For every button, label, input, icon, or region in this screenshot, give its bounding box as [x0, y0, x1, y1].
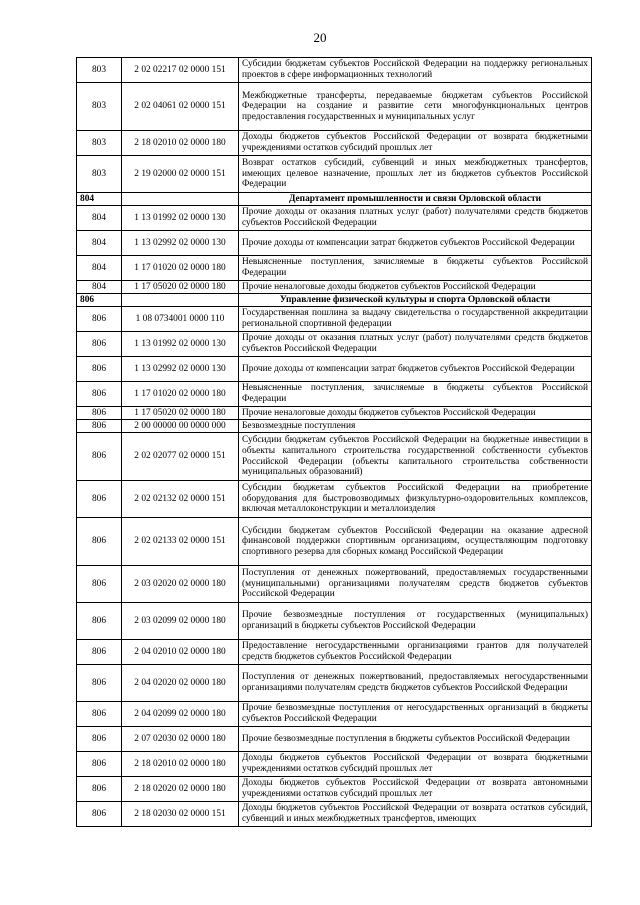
budget-code-cell: 1 08 0734001 0000 110 — [122, 307, 239, 332]
revenue-name-cell: Субсидии бюджетам субъектов Российской Федерации на приобретение оборудования для быстровозводимых физкультурно-оздоровительных комплексов, включая металлоконструкции и металлоизделия — [239, 481, 592, 518]
budget-code-cell: 1 13 02992 02 0000 130 — [122, 357, 239, 382]
admin-code-cell: 804 — [77, 231, 122, 256]
table-header-row — [77, 294, 592, 307]
table-row — [77, 206, 592, 231]
admin-code-cell: 806 — [77, 802, 122, 827]
revenue-name-cell: Межбюджетные трансферты, передаваемые бюджетам субъектов Российской Федерации на создание и развитие сети многофункциональных центров предоставления государственных и муниципальных услуг — [239, 83, 592, 131]
budget-code-cell: 1 17 05020 02 0000 180 — [122, 407, 239, 420]
budget-code-cell: 2 02 02077 02 0000 151 — [122, 433, 239, 481]
budget-code-cell: 2 04 02010 02 0000 180 — [122, 640, 239, 665]
budget-classification-table — [76, 57, 592, 827]
admin-code-cell: 806 — [77, 665, 122, 702]
revenue-name-cell: Безвозмездные поступления — [239, 420, 592, 433]
admin-code-cell: 806 — [77, 727, 122, 752]
revenue-name-cell: Прочие доходы от компенсации затрат бюджетов субъектов Российской Федерации — [239, 231, 592, 256]
admin-code-cell: 806 — [77, 407, 122, 420]
budget-code-cell: 1 13 02992 02 0000 130 — [122, 231, 239, 256]
revenue-name-cell: Предоставление негосударственными организациями грантов для получателей средств бюджетов субъектов Российской Федерации — [239, 640, 592, 665]
budget-code-cell: 2 02 02217 02 0000 151 — [122, 58, 239, 83]
admin-code-cell: 806 — [77, 777, 122, 802]
admin-code-cell: 806 — [77, 357, 122, 382]
table-row — [77, 83, 592, 131]
table-row — [77, 407, 592, 420]
budget-code-cell: 2 03 02020 02 0000 180 — [122, 566, 239, 603]
table-body — [77, 58, 592, 827]
table-row — [77, 802, 592, 827]
revenue-name-cell: Доходы бюджетов субъектов Российской Федерации от возврата автономными учреждениями остатков субсидий прошлых лет — [239, 777, 592, 802]
revenue-name-cell: Невыясненные поступления, зачисляемые в бюджеты субъектов Российской Федерации — [239, 382, 592, 407]
budget-code-cell: 2 18 02010 02 0000 180 — [122, 752, 239, 777]
budget-code-cell: 2 04 02099 02 0000 180 — [122, 702, 239, 727]
admin-code-cell: 803 — [77, 131, 122, 156]
admin-code-cell: 806 — [77, 382, 122, 407]
table-row — [77, 518, 592, 566]
budget-code-cell: 2 02 02132 02 0000 151 — [122, 481, 239, 518]
revenue-name-cell: Доходы бюджетов субъектов Российской Федерации от возврата бюджетными учреждениями остатков субсидий прошлых лет — [239, 131, 592, 156]
table-row — [77, 131, 592, 156]
admin-code-cell: 806 — [77, 752, 122, 777]
revenue-name-cell: Субсидии бюджетам субъектов Российской Федерации на поддержку региональных проектов в сфере информационных технологий — [239, 58, 592, 83]
revenue-name-cell: Прочие неналоговые доходы бюджетов субъектов Российской Федерации — [239, 407, 592, 420]
revenue-name-cell: Прочие безвозмездные поступления от государственных (муниципальных) организаций в бюджеты субъектов Российской Федерации — [239, 603, 592, 640]
budget-code-cell — [122, 193, 239, 206]
table-row — [77, 702, 592, 727]
revenue-name-cell: Поступления от денежных пожертвований, предоставляемых негосударственными организациями получателям средств бюджетов субъектов Российской Федерации — [239, 665, 592, 702]
admin-code-cell: 806 — [77, 307, 122, 332]
admin-code-cell: 806 — [77, 433, 122, 481]
admin-code-cell: 806 — [77, 603, 122, 640]
admin-code-cell: 803 — [77, 83, 122, 131]
budget-code-cell — [122, 294, 239, 307]
admin-code-cell: 804 — [77, 256, 122, 281]
revenue-name-cell: Прочие безвозмездные поступления от негосударственных организаций в бюджеты субъектов Российской Федерации — [239, 702, 592, 727]
revenue-name-cell: Прочие безвозмездные поступления в бюджеты субъектов Российской Федерации — [239, 727, 592, 752]
revenue-name-cell: Возврат остатков субсидий, субвенций и иных межбюджетных трансфертов, имеющих целевое назначение, прошлых лет из бюджетов субъектов Российской Федерации — [239, 156, 592, 193]
admin-code-cell: 804 — [77, 206, 122, 231]
budget-code-cell: 1 17 01020 02 0000 180 — [122, 256, 239, 281]
table-row — [77, 281, 592, 294]
table-row — [77, 58, 592, 83]
admin-code-cell: 804 — [77, 281, 122, 294]
admin-code-cell: 804 — [77, 193, 122, 206]
revenue-name-cell: Доходы бюджетов субъектов Российской Федерации от возврата остатков субсидий, субвенций и иных межбюджетных трансфертов, имеющих — [239, 802, 592, 827]
budget-code-cell: 2 00 00000 00 0000 000 — [122, 420, 239, 433]
page-number: 20 — [313, 30, 327, 45]
admin-code-cell: 806 — [77, 294, 122, 307]
revenue-name-cell: Прочие доходы от компенсации затрат бюджетов субъектов Российской Федерации — [239, 357, 592, 382]
budget-code-cell: 1 17 05020 02 0000 180 — [122, 281, 239, 294]
budget-code-cell: 2 18 02030 02 0000 151 — [122, 802, 239, 827]
admin-code-cell: 806 — [77, 481, 122, 518]
table-row — [77, 603, 592, 640]
budget-code-cell: 1 17 01020 02 0000 180 — [122, 382, 239, 407]
table-row — [77, 640, 592, 665]
table-row — [77, 307, 592, 332]
table-row — [77, 256, 592, 281]
table-row — [77, 433, 592, 481]
budget-code-cell: 2 18 02010 02 0000 180 — [122, 131, 239, 156]
budget-code-cell: 1 13 01992 02 0000 130 — [122, 332, 239, 357]
admin-code-cell: 803 — [77, 58, 122, 83]
budget-code-cell: 2 18 02020 02 0000 180 — [122, 777, 239, 802]
admin-code-cell: 806 — [77, 332, 122, 357]
revenue-name-cell: Управление физической культуры и спорта Орловской области — [239, 294, 592, 307]
revenue-name-cell: Прочие доходы от оказания платных услуг (работ) получателями средств бюджетов субъектов Российской Федерации — [239, 332, 592, 357]
table-row — [77, 727, 592, 752]
budget-code-cell: 2 02 02133 02 0000 151 — [122, 518, 239, 566]
admin-code-cell: 806 — [77, 566, 122, 603]
table-row — [77, 332, 592, 357]
revenue-name-cell: Субсидии бюджетам субъектов Российской Федерации на бюджетные инвестиции в объекты капитального строительства государственной собственности субъектов Российской Федерации (объекты капитального строительства собственности муниципальных образований) — [239, 433, 592, 481]
table-row — [77, 777, 592, 802]
budget-code-cell: 2 03 02099 02 0000 180 — [122, 603, 239, 640]
table-row — [77, 566, 592, 603]
revenue-name-cell: Прочие доходы от оказания платных услуг (работ) получателями средств бюджетов субъектов Российской Федерации — [239, 206, 592, 231]
admin-code-cell: 806 — [77, 420, 122, 433]
table-row — [77, 420, 592, 433]
budget-code-cell: 1 13 01992 02 0000 130 — [122, 206, 239, 231]
table-row — [77, 665, 592, 702]
table-row — [77, 357, 592, 382]
admin-code-cell: 803 — [77, 156, 122, 193]
budget-code-cell: 2 19 02000 02 0000 151 — [122, 156, 239, 193]
revenue-name-cell: Невыясненные поступления, зачисляемые в бюджеты субъектов Российской Федерации — [239, 256, 592, 281]
table-header-row — [77, 193, 592, 206]
budget-code-cell: 2 04 02020 02 0000 180 — [122, 665, 239, 702]
admin-code-cell: 806 — [77, 518, 122, 566]
budget-code-cell: 2 02 04061 02 0000 151 — [122, 83, 239, 131]
table-row — [77, 481, 592, 518]
revenue-name-cell: Департамент промышленности и связи Орловской области — [239, 193, 592, 206]
revenue-name-cell: Доходы бюджетов субъектов Российской Федерации от возврата бюджетными учреждениями остатков субсидий прошлых лет — [239, 752, 592, 777]
revenue-name-cell: Государственная пошлина за выдачу свидетельства о государственной аккредитации региональной спортивной федерации — [239, 307, 592, 332]
revenue-name-cell: Поступления от денежных пожертвований, предоставляемых государственными (муниципальными) организациями получателям средств бюджетов субъектов Российской Федерации — [239, 566, 592, 603]
table-row — [77, 382, 592, 407]
admin-code-cell: 806 — [77, 702, 122, 727]
revenue-name-cell: Субсидии бюджетам субъектов Российской Федерации на оказание адресной финансовой поддержки спортивным организациям, осуществляющим подготовку спортивного резерва для сборных команд Российской Федерации — [239, 518, 592, 566]
revenue-name-cell: Прочие неналоговые доходы бюджетов субъектов Российской Федерации — [239, 281, 592, 294]
table-row — [77, 231, 592, 256]
table-row — [77, 752, 592, 777]
table-row — [77, 156, 592, 193]
admin-code-cell: 806 — [77, 640, 122, 665]
budget-code-cell: 2 07 02030 02 0000 180 — [122, 727, 239, 752]
